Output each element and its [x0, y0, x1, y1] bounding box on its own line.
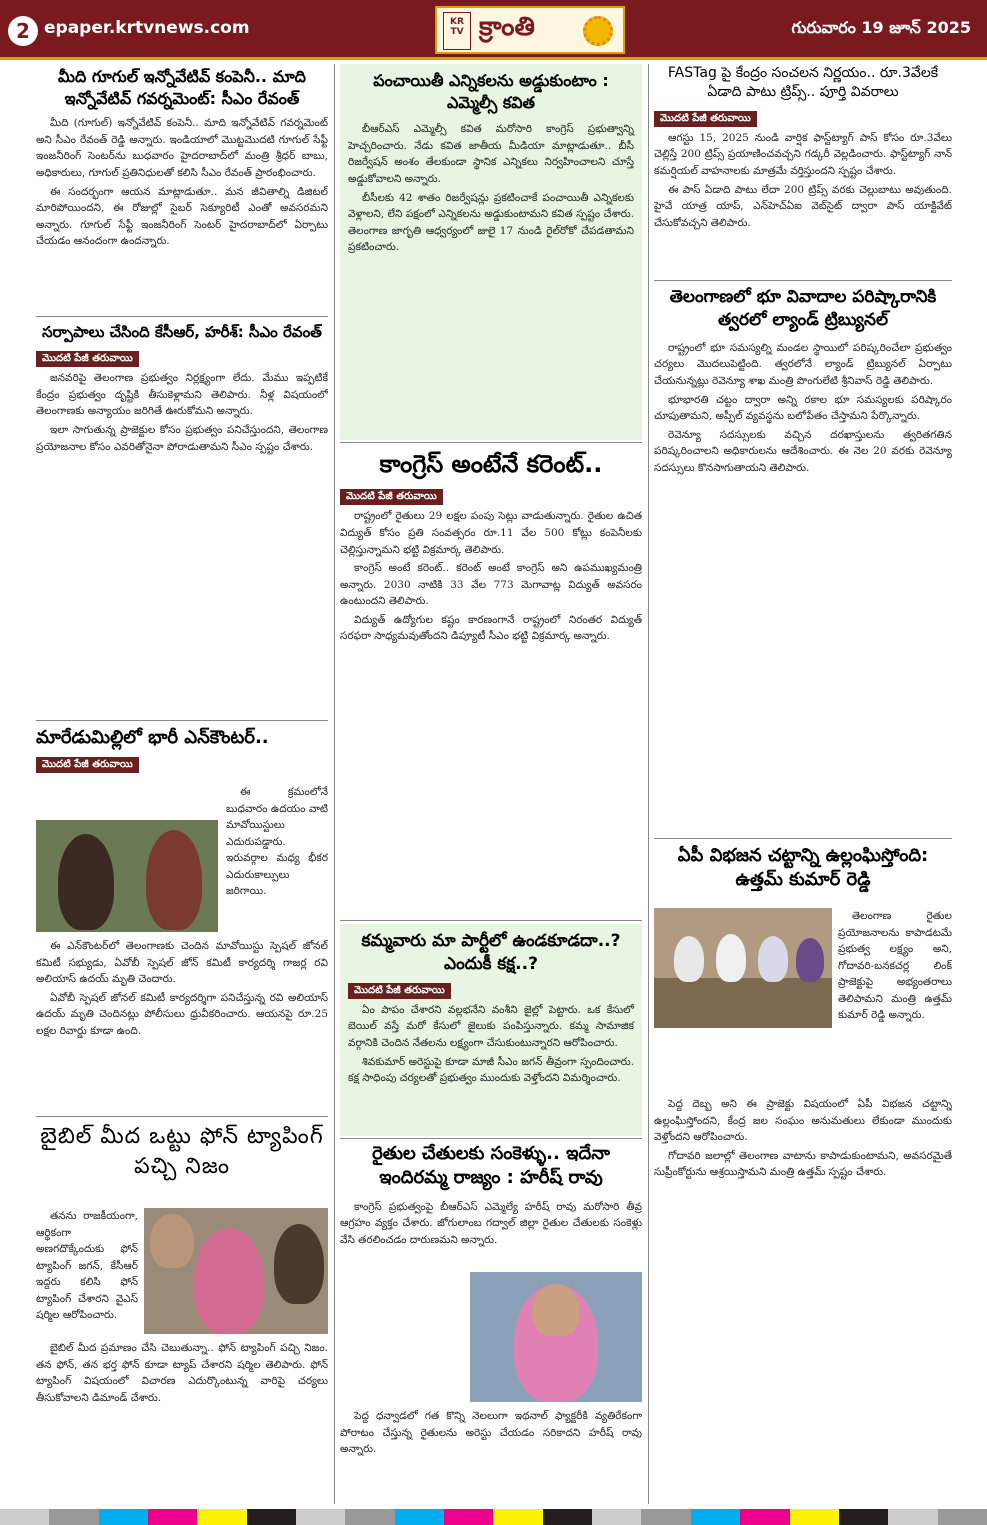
- paragraph: కాంగ్రెస్ ప్రభుత్వంపై బీఆర్ఎస్ ఎమ్మెల్యే హరీష్ రావు మరోసారి తీవ్ర ఆగ్రహం వ్యక్తం చేశారు. జోగులాంబ గద్వాల్ జిల్లా రైతుల చేతులకు సంకెళ్లు వేసి తరలించడం దారుణమని అన్నారు.: [340, 1200, 642, 1246]
- paragraph: ఈ పాస్ ఏడాది పాటు లేదా 200 ట్రిప్స్ వరకు చెల్లుబాటు అవుతుంది. హైవే యాత్ర యాప్, ఎన్‌హెచ్ఏఐ వెబ్‌సైట్ ద్వారా పాస్ యాక్టివేట్ చేసుకోవచ్చని తెలిపారు.: [654, 183, 952, 229]
- divider: [36, 720, 328, 721]
- article-body: [340, 508, 642, 645]
- divider: [654, 838, 952, 839]
- paragraph: బీఆర్ఎస్ ఎమ్మెల్సీ కవిత మరోసారి కాంగ్రెస్ ప్రభుత్వాన్ని హెచ్చరించారు. నేడు కవిత జాతీయ మీడియా మాట్లాడుతూ.. బీసీ రిజర్వేషన్ అంశం తేలకుండా స్థానిక ఎన్నికలు నిర్వహించాలని చూస్తే అడ్డుకోవాలని అన్నారు.: [348, 123, 634, 185]
- page-number-badge: 2: [8, 16, 38, 46]
- paragraph: కాంగ్రెస్ అంటే కరెంట్.. కరెంట్ అంటే కాంగ్రెస్ అని ఉపముఖ్యమంత్రి అన్నారు. 2030 నాటికి 33 వేల 773 మెగావాట్ల విద్యుత్ అవసరం ఉంటుందని తెలిపారు.: [340, 562, 642, 608]
- continued-tag: మొదటి పేజీ తరువాయి: [348, 983, 451, 999]
- paragraph: ఏం పాపం చేశారని వల్లభనేని వంశీని జైల్లో పెట్టారు. ఒక కేసులో బెయిల్ వస్తే మరో కేసులో జైలుకు పంపిస్తున్నారు. కమ్మ సామాజిక వర్గానికి చెందిన నేతలను లక్ష్యంగా చేసుకుంటున్నారని ఆరోపించారు.: [348, 1003, 634, 1050]
- paragraph: పెద్ద దెబ్బ అని ఈ ప్రాజెక్టు విషయంలో ఏపీ విభజన చట్టాన్ని ఉల్లంఘిస్తోందని, కేంద్ర జల సంఘం అనుమతులు లేకుండా ముందుకు వెళ్తోందని ఆరోపించారు.: [654, 1098, 952, 1144]
- paragraph: జనవరిపై తెలంగాణ ప్రభుత్వం నిర్లక్ష్యంగా లేదు. మేము ఇప్పటికే కేంద్రం ప్రభుత్వం దృష్టికి తీసుకెళ్లామని తెలిపారు. నీళ్ల విషయంలో తెలంగాణకు అన్యాయం జరిగితే ఊరుకోమని అన్నారు.: [36, 372, 328, 418]
- divider: [36, 316, 328, 317]
- paragraph: తెలంగాణ రైతుల ప్రయోజనాలను కాపాడటమే ప్రభుత్వ లక్ష్యం అని, గోదావరి-బనకచర్ల లింక్ ప్రాజెక్టుపై అభ్యంతరాలు తెలిపామని మంత్రి ఉత్తమ్ కుమార్ రెడ్డి అన్నారు.: [838, 910, 952, 1022]
- article-body: [36, 115, 328, 250]
- paragraph: విద్యుత్ ఉద్యోగుల కష్టం కారణంగానే రాష్ట్రంలో నిరంతర విద్యుత్ సరఫరా సాధ్యమవుతోందని డిప్యూటీ సీఎం భట్టి విక్రమార్క అన్నారు.: [340, 613, 642, 643]
- divider: [340, 920, 642, 921]
- article-uttam: [654, 844, 952, 1506]
- meeting-photo: [654, 908, 832, 1028]
- article-body-bottom: [340, 1408, 642, 1460]
- column-divider: [648, 64, 649, 1504]
- harish-photo: [470, 1272, 642, 1402]
- article-body: [36, 1340, 328, 1408]
- divider: [36, 1116, 328, 1117]
- article-headline: మీది గూగుల్ ఇన్నోవేటివ్ కంపెనీ.. మాది ఇన్నోవేటివ్ గవర్నమెంట్: సీఎం రేవంత్: [58, 67, 306, 108]
- paragraph: గోదావరి జలాల్లో తెలంగాణ వాటాను కాపాడుకుంటామని, అవసరమైతే సుప్రీంకోర్టును ఆశ్రయిస్తామని మంత్రి ఉత్తమ్ స్పష్టం చేశారు.: [654, 1149, 952, 1179]
- sharmila-photo: [144, 1208, 328, 1334]
- article-sarpanch: [36, 322, 328, 718]
- article-fastag: [654, 64, 952, 276]
- article-body: [36, 370, 328, 455]
- article-body-side: [226, 784, 328, 902]
- paragraph: బైబిల్ మీద ప్రమాణం చేసి చెబుతున్నా.. ఫోన్ ట్యాపింగ్ పచ్చి నిజం. తన ఫోన్, తన భర్త ఫోన్ కూడా ట్యాప్ చేశారని షర్మిల తెలిపారు. ఫోన్ ట్యాపింగ్ విషయంలో విచారణ ఎదుర్కొంటున్న వారిపై చర్యలు తీసుకోవాలని డిమాండ్ చేశారు.: [36, 1342, 328, 1404]
- article-encounter: [36, 726, 328, 1114]
- newspaper-logo[interactable]: [435, 6, 625, 54]
- continued-tag: మొదటి పేజీ తరువాయి: [36, 757, 139, 773]
- article-kammas: [340, 924, 642, 1136]
- paragraph: ఏవోబీ స్పెషల్ జోనల్ కమిటీ కార్యదర్శిగా పనిచేస్తున్న రవి అలియాస్ ఉదయ్ మృతి చెందినట్లు పోలీసులు ధ్రువీకరించారు. ఆయనపై రూ.25 లక్షల రివార్డు కూడా ఉంది.: [36, 991, 328, 1037]
- article-land-tribunal: [654, 286, 952, 834]
- article-body-side: [36, 1208, 138, 1326]
- paragraph: పెద్ద ధన్వాడలో గత కొన్ని నెలలుగా ఇథనాల్ ఫ్యాక్టరీకి వ్యతిరేకంగా పోరాటం చేస్తున్న రైతులను అరెస్టు చేయడం సరికాదని హరీష్ రావు అన్నారు.: [340, 1410, 642, 1456]
- article-kavitha: [340, 64, 642, 440]
- article-headline: కాంగ్రెస్ అంటేనే కరెంట్..: [379, 450, 603, 478]
- paragraph: ఈ క్రమంలోనే బుధవారం ఉదయం వాటి మావోయిస్టులు ఎదురుపడ్డారు. ఇరువర్గాల మధ్య భీకర ఎదురుకాల్పులు జరిగాయి.: [226, 786, 328, 898]
- article-body: [654, 130, 952, 231]
- kr-tv-mark: KR TV: [443, 12, 471, 50]
- newspaper-name: క్రాంతి: [479, 12, 535, 42]
- continued-tag: మొదటి పేజీ తరువాయి: [36, 351, 139, 367]
- paragraph: మీది (గూగుల్) ఇన్నోవేటివ్ కంపెనీ.. మాది ఇన్నోవేటివ్ గవర్నమెంట్ అని సీఎం రేవంత్ రెడ్డి అన్నారు. ఇండియాలో మొట్టమొదటి గూగుల్ సేఫ్టీ ఇంజనీరింగ్ సెంటర్‌ను బుధవారం హైదరాబాద్‌లో మంత్రి శ్రీధర్ బాబు, అధికారులు, గూగుల్ ప్రతినిధులతో కలిసి సీఎం రేవంత్ ప్రారంభించారు.: [36, 117, 328, 179]
- paragraph: ఈ సందర్భంగా ఆయన మాట్లాడుతూ.. మన జీవితాల్ని డిజిటల్ మారిపోయిందని, ఈ రోజుల్లో సైబర్ సెక్యూరిటీ ఎంతో అవసరమని అన్నారు. గూగుల్ సేఫ్టీ ఇంజనీరింగ్ సెంటర్ హైదరాబాద్‌లో ఏర్పాటు చేయడం ఆనందంగా ఉందన్నారు.: [36, 185, 328, 248]
- article-body: [348, 1002, 634, 1087]
- continued-tag: మొదటి పేజీ తరువాయి: [654, 111, 757, 127]
- article-congress: [340, 448, 642, 918]
- paragraph: భూభారతి చట్టం ద్వారా అన్ని రకాల భూ సమస్యలకు పరిష్కారం చూపుతామని, అప్పీల్ వ్యవస్థను బలోపేతం చేస్తామని పేర్కొన్నారు.: [654, 393, 952, 423]
- article-body: [36, 938, 328, 1041]
- article-google: [36, 66, 328, 314]
- article-headline: కమ్మవారు మా పార్టీలో ఉండకూడదా..? ఎందుకీ కక్ష..?: [361, 931, 621, 974]
- paragraph: బీసీలకు 42 శాతం రిజర్వేషన్లు ప్రకటించాకే పంచాయితీ ఎన్నికలకు వెళ్లాలని, లేని పక్షంలో ఎన్నికలను అడ్డుకుంటామని కవిత స్పష్టం చేశారు. తెలంగాణ జాగృతి ఆధ్వర్యంలో జులై 17 నుండి రైల్‌రోకో చేపడతామని ప్రకటించారు.: [348, 191, 634, 254]
- article-body: [654, 1096, 952, 1183]
- article-harish: [340, 1142, 642, 1506]
- masthead: [0, 0, 987, 60]
- print-registration-bar: [0, 1509, 987, 1525]
- article-body: [348, 121, 634, 256]
- article-headline: బైబిల్ మీద ఒట్టు ఫోన్ ట్యాపింగ్ పచ్చి నిజం: [40, 1124, 324, 1179]
- encounter-photo: [36, 820, 218, 932]
- divider: [340, 442, 642, 443]
- paragraph: ఆగస్టు 15, 2025 నుండి వార్షిక ఫాస్ట్‌ట్యాగ్ పాస్ కోసం రూ.3వేలు చెల్లిస్తే 200 ట్రిప్స్ ప్రయాణించవచ్చని గడ్కరీ వెల్లడించారు. ఫాస్ట్‌ట్యాగ్ నాన్ కమర్షియల్ వాహనాలకు మాత్రమే వర్తిస్తుందని స్పష్టం చేశారు.: [654, 131, 952, 177]
- article-bible: [36, 1122, 328, 1506]
- continued-tag: మొదటి పేజీ తరువాయి: [340, 489, 443, 505]
- paragraph: రాష్ట్రంలో రైతులు 29 లక్షల పంపు సెట్లు వాడుతున్నారు. రైతుల ఉచిత విద్యుత్ కోసం ప్రతి సంవత్సరం రూ.11 వేల 500 కోట్లు కంపెనీలకు చెల్లిస్తున్నామని భట్టి విక్రమార్క తెలిపారు.: [340, 510, 642, 556]
- column-divider: [334, 64, 335, 1504]
- paragraph: తనను రాజకీయంగా, ఆర్థికంగా అణగదొక్కేందుకు ఫోన్ ట్యాపింగ్ జగన్, కేసీఆర్ ఇద్దరు కలిసి ఫోన్ ట్యాపింగ్ చేశారని వైఎస్ షర్మిల ఆరోపించారు.: [36, 1210, 138, 1322]
- paragraph: ఈ ఎన్‌కౌంటర్‌లో తెలంగాణకు చెందిన మావోయిస్టు స్పెషల్ జోనల్ కమిటీ సభ్యుడు, ఏవోబీ స్పెషల్ జోన్ కమిటీ కార్యదర్శి గాజర్ల రవి అలియాస్ ఉదయ్ మృతి చెందారు.: [36, 940, 328, 986]
- article-headline: మారేడుమిల్లిలో భారీ ఎన్‌కౌంటర్..: [36, 727, 269, 748]
- article-body-side: [838, 908, 952, 1026]
- article-body: [654, 340, 952, 477]
- article-headline: రైతుల చేతులకు సంకెళ్ళు.. ఇదేనా ఇందిరమ్మ రాజ్యం : హరీష్ రావు: [372, 1143, 610, 1189]
- sun-icon: [583, 16, 613, 46]
- article-body: [340, 1199, 642, 1249]
- issue-date: గురువారం 19 జూన్ 2025: [791, 18, 971, 37]
- article-headline: FASTag పై కేంద్రం సంచలన నిర్ణయం.. రూ.3వేలకే ఏడాది పాటు ట్రిప్స్.. పూర్తి వివరాలు: [667, 65, 939, 100]
- divider: [340, 1138, 642, 1139]
- paragraph: రాష్ట్రంలో భూ సమస్యల్ని మండల స్థాయిలో పరిష్కరించేలా ప్రభుత్వం చర్యలు మొదలుపెట్టింది. త్వరలోనే ల్యాండ్ ట్రిబ్యునల్ ఏర్పాటు చేయనున్నట్లు రెవెన్యూ శాఖ మంత్రి పొంగులేటి శ్రీనివాస్ రెడ్డి తెలిపారు.: [654, 341, 952, 388]
- divider: [654, 280, 952, 281]
- paragraph: శివకుమార్ అరెస్టుపై కూడా మాజీ సీఎం జగన్ తీవ్రంగా స్పందించారు. కక్ష సాధింపు చర్యలతో ప్రభుత్వం ముందుకు వెళ్తోందని విమర్శించారు.: [348, 1055, 634, 1085]
- paragraph: రెవెన్యూ సదస్సులకు వచ్చిన దరఖాస్తులను త్వరితగతిన పరిష్కరించాలని అధికారులను ఆదేశించారు. ఈ నెల 20 వరకు రెవెన్యూ సదస్సులు కొనసాగుతాయని తెలిపారు.: [654, 428, 952, 474]
- site-url[interactable]: epaper.krtvnews.com: [44, 18, 250, 38]
- article-headline: తెలంగాణలో భూ వివాదాల పరిష్కారానికి త్వరలో ల్యాండ్ ట్రిబ్యునల్: [669, 287, 937, 330]
- article-headline: సర్పాపాలు చేసింది కేసీఆర్, హరీశ్: సీఎం రేవంత్: [42, 323, 322, 341]
- article-headline: ఏపీ విభజన చట్టాన్ని ఉల్లంఘిస్తోంది: ఉత్తమ్ కుమార్ రెడ్డి: [677, 845, 929, 891]
- article-headline: పంచాయితీ ఎన్నికలను అడ్డుకుంటాం : ఎమ్మెల్సీ కవిత: [373, 71, 609, 112]
- paragraph: ఇలా సాగుతున్న ప్రాజెక్టుల కోసం ప్రభుత్వం పనిచేస్తుందని, తెలంగాణ ప్రయోజనాల కోసం ఎవరితోనైనా పోరాడుతామని సీఎం స్పష్టం చేశారు.: [36, 423, 328, 453]
